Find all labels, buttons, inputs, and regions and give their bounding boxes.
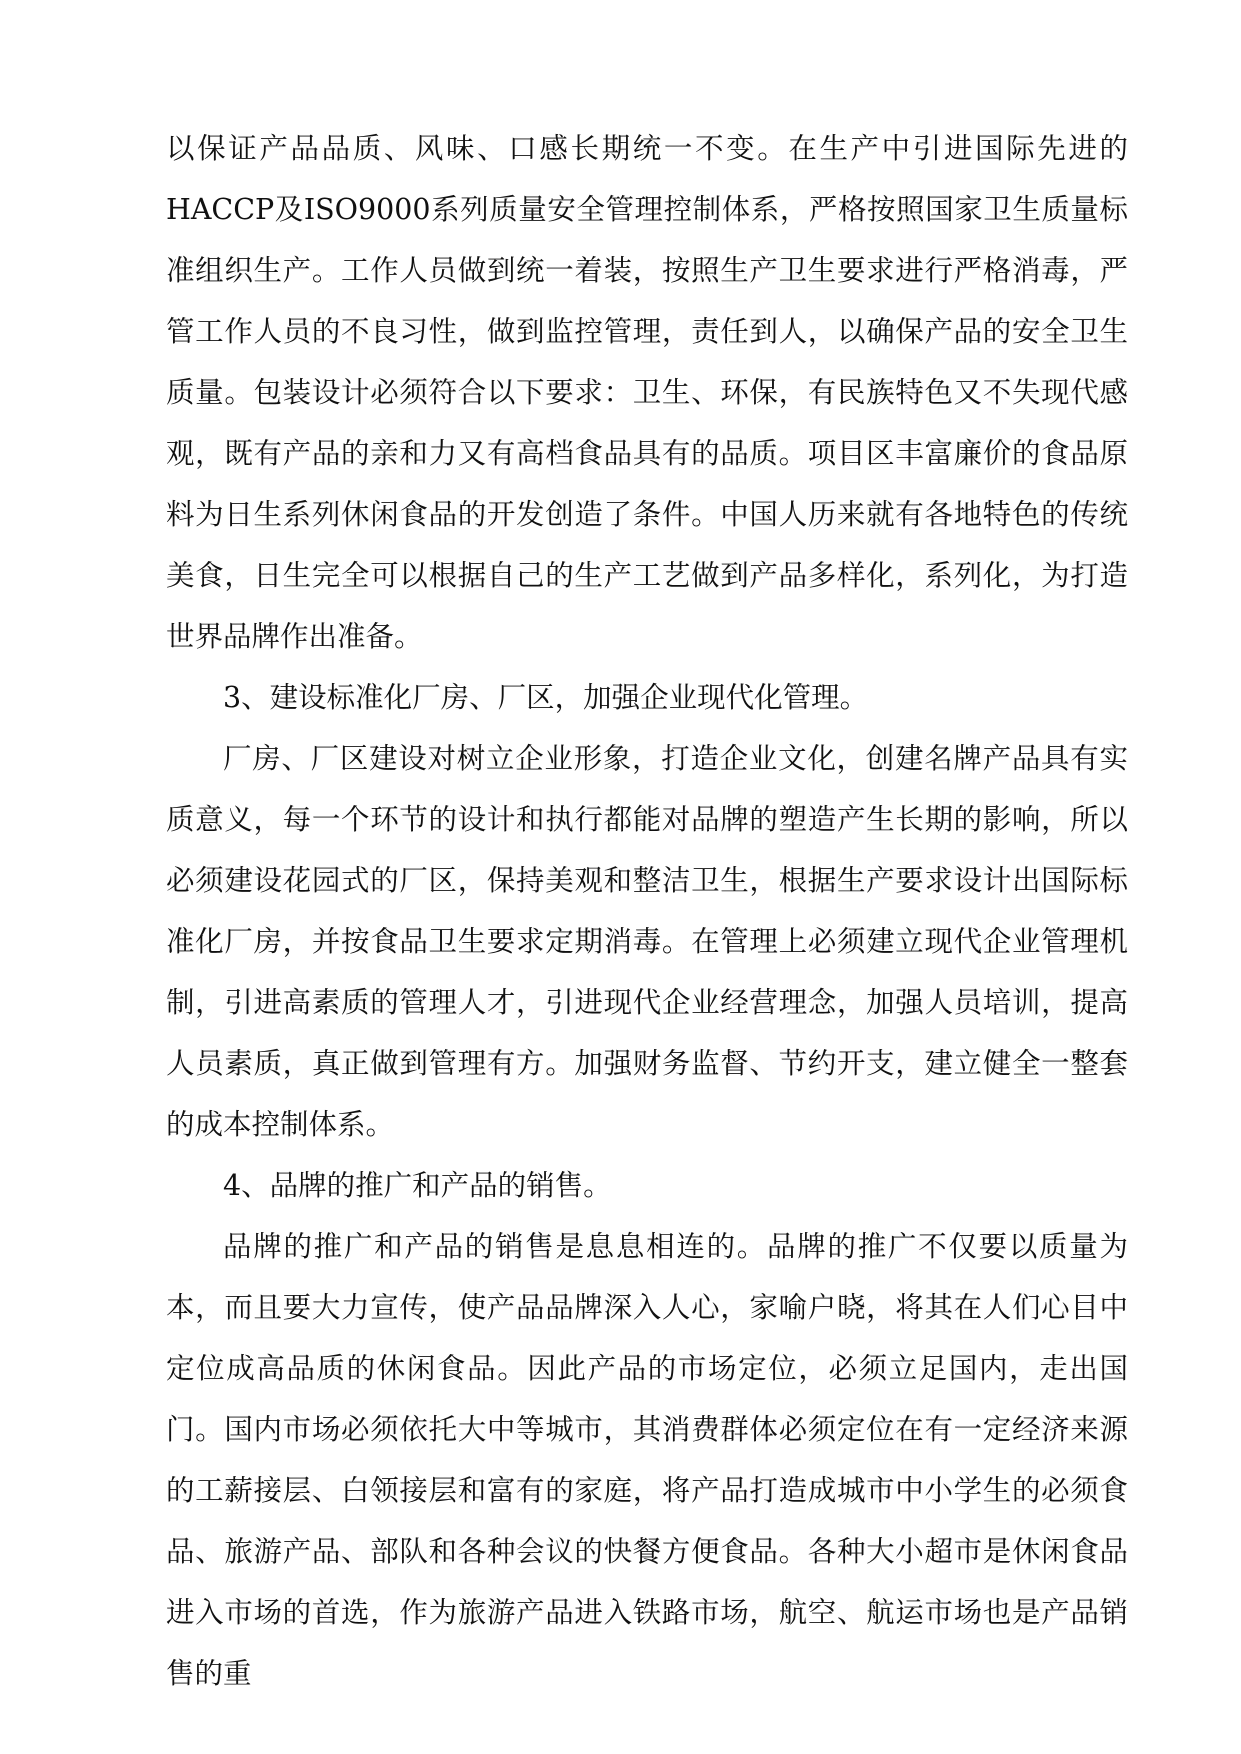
paragraph-continuation: 以保证产品品质、风味、口感长期统一不变。在生产中引进国际先进的HACCP及ISO9000系列质量安全管理控制体系，严格按照国家卫生质量标准组织生产。工作人员做到统一着装，按照生产卫生要求进行严格消毒，严管工作人员的不良习性，做到监控管理，责任到人，以确保产品的安全卫生质量。包装设计必须符合以下要求：卫生、环保，有民族特色又不失现代感观，既有产品的亲和力又有高档食品具有的品质。项目区丰富廉价的食品原料为日生系列休闲食品的开发创造了条件。中国人历来就有各地特色的传统美食，日生完全可以根据自己的生产工艺做到产品多样化，系列化，为打造世界品牌作出准备。 <box>166 132 1128 653</box>
document-page <box>166 118 1128 1704</box>
paragraph-brand-sales: 品牌的推广和产品的销售是息息相连的。品牌的推广不仅要以质量为本，而且要大力宣传，使产品品牌深入人心，家喻户晓，将其在人们心目中定位成高品质的休闲食品。因此产品的市场定位，必须立足国内，走出国门。国内市场必须依托大中等城市，其消费群体必须定位在有一定经济来源的工薪接层、白领接层和富有的家庭，将产品打造成城市中小学生的必须食品、旅游产品、部队和各种会议的快餐方便食品。各种大小超市是休闲食品进入市场的首选，作为旅游产品进入铁路市场，航空、航运市场也是产品销售的重 <box>166 1230 1128 1690</box>
paragraph-factory: 厂房、厂区建设对树立企业形象，打造企业文化，创建名牌产品具有实质意义，每一个环节的设计和执行都能对品牌的塑造产生长期的影响，所以必须建设花园式的厂区，保持美观和整洁卫生，根据生产要求设计出国际标准化厂房，并按食品卫生要求定期消毒。在管理上必须建立现代企业管理机制，引进高素质的管理人才，引进现代企业经营理念，加强人员培训，提高人员素质，真正做到管理有方。加强财务监督、节约开支，建立健全一整套的成本控制体系。 <box>166 742 1128 1141</box>
section-heading-3: 3、建设标准化厂房、厂区，加强企业现代化管理。 <box>223 681 869 714</box>
section-heading-4: 4、品牌的推广和产品的销售。 <box>223 1169 612 1202</box>
